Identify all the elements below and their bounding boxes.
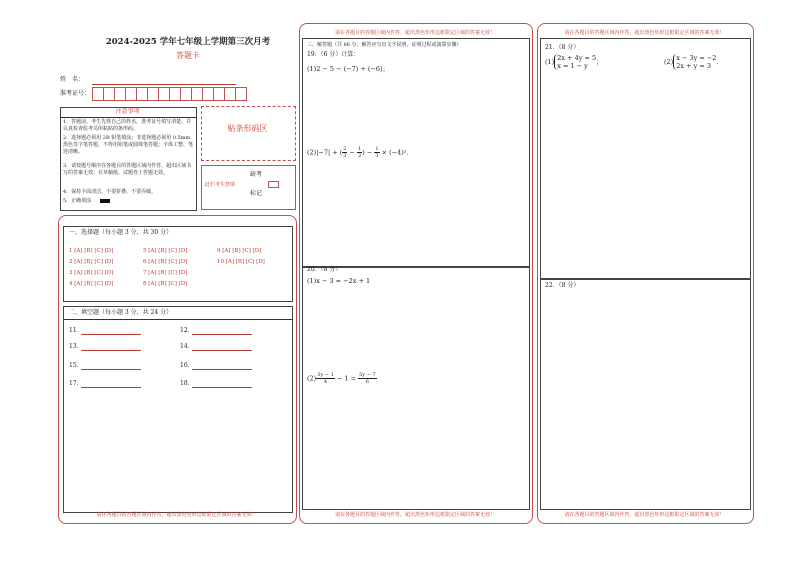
fill-answer-line-18[interactable] [192, 387, 252, 388]
fill-label-15: 15． [69, 362, 83, 369]
fill-section [63, 306, 293, 513]
filled-mark-sample [100, 199, 110, 203]
q20-f2-den: 6 [365, 379, 369, 385]
notice-item-3: 3．请按题号顺序在各题目的答题区域内作答，超出区域书写的答案无效；在草稿纸、试题卷上答题无效。 [63, 163, 192, 176]
q21-eq3: x − 3y = −2 [676, 54, 717, 62]
fill-label-11: 11． [69, 327, 83, 334]
choice-item-6[interactable]: 6 [A] [B] [C] [D] [143, 259, 188, 265]
q19-title: 19．（6 分）计算： [307, 51, 360, 58]
fill-label-17: 17． [69, 380, 83, 387]
q20-f1-num: 3y − 1 [317, 372, 334, 378]
q21-part1: (1) 2x + 4y = 5 x = 1 − y ； [545, 54, 603, 70]
solve-heading: 三、解答题（共 66 分，解答应写出文字说明，证明过程或演算步骤） [307, 42, 462, 48]
warning-top-3: 请在各题目的答题区域内作答，超出黑色矩形边框限定区域的答案无效！ [564, 30, 725, 36]
fill-heading: 二、填空题（每小题 3 分，共 24 分） [69, 309, 173, 316]
exam-title: 2024-2025 学年七年级上学期第三次月考 [105, 37, 271, 47]
fill-answer-line-15[interactable] [81, 369, 141, 370]
barcode-label: 贴条形码区 [227, 124, 268, 133]
choice-item-5[interactable]: 5 [A] [B] [C] [D] [143, 248, 188, 254]
fill-label-13: 13． [69, 343, 83, 350]
choice-item-3[interactable]: 3 [A] [B] [C] [D] [69, 270, 114, 276]
q20-mid: − 1 = [336, 374, 357, 383]
fill-label-12: 12． [180, 327, 194, 334]
absent-mark-label: 标记 [250, 190, 263, 197]
q21-eq4: 2x + y = 3 [676, 62, 711, 70]
choice-item-1[interactable]: 1 [A] [B] [C] [D] [69, 248, 114, 254]
q22-box [540, 278, 751, 510]
fill-label-14: 14． [180, 343, 194, 350]
q20-f1-den: 4 [323, 379, 328, 385]
id-number-boxes[interactable] [92, 87, 246, 106]
q20-title: 20．（8 分） [307, 266, 342, 273]
notice-title: 注意事项 [115, 108, 140, 115]
q19-part2: (2)|−7| + ( $\frac{2}{3}$ − $\frac{1}{2}$ ) − $\frac{1}{3}$ × (−4)². [307, 146, 409, 159]
warning-bottom-2: 请在各题目的答题区域内作答，超出黑色矩形边框限定区域的答案无效！ [334, 512, 495, 518]
fill-answer-line-14[interactable] [192, 350, 252, 351]
choice-item-9[interactable]: 9 [A] [B] [C] [D] [217, 248, 262, 254]
notice-item-1: 1．答题前，考生先将自己的姓名，准考证号填写清楚，并认真检查监考员所粘贴的条形码。 [63, 119, 192, 132]
q21-title: 21．（8 分） [545, 44, 580, 51]
q19-f2-den: 2 [358, 153, 362, 159]
q21-part2: (2) x − 3y = −2 2x + y = 3 . [664, 54, 719, 70]
choice-item-7[interactable]: 7 [A] [B] [C] [D] [143, 270, 188, 276]
fill-answer-line-13[interactable] [81, 350, 141, 351]
fill-answer-line-12[interactable] [192, 334, 252, 335]
q22-title: 22．（8 分） [545, 282, 580, 289]
q20-part1: (1)x − 3 = −2x + 1 [307, 277, 371, 285]
q20-part2: (2) $\frac{3y - 1}{4}$ − 1 = $\frac{5y - 7}{6}$ [307, 372, 376, 385]
q19-f3-num: 1 [375, 146, 379, 152]
id-label: 准考证号： [60, 90, 91, 97]
fill-label-16: 16． [180, 362, 194, 369]
absent-note: 此栏考生禁填 [205, 182, 236, 188]
q19-f3-den: 3 [375, 153, 379, 159]
q19-f1-num: 2 [343, 146, 347, 152]
fill-label-18: 18． [180, 380, 194, 387]
fill-answer-line-17[interactable] [81, 387, 141, 388]
fill-answer-line-16[interactable] [192, 369, 252, 370]
warning-bottom-3: 请在各题目的答题区域内作答，超出黑色矩形边框限定区域的答案无效！ [564, 512, 725, 518]
q19-f1-den: 3 [343, 153, 347, 159]
notice-item-4: 4．保持卡面清洁，不要折叠、不要弄破。 [63, 189, 157, 195]
q20-f2-num: 5y − 7 [359, 372, 376, 378]
notice-item-5: 5．正确填涂 [63, 198, 92, 204]
choice-item-2[interactable]: 2 [A] [B] [C] [D] [69, 259, 114, 265]
answer-card-subtitle: 答题卡 [176, 51, 200, 60]
name-label: 姓 名： [60, 76, 85, 83]
warning-top-2: 请在各题目的答题区域内作答，超出黑色矩形边框限定区域的答案无效！ [334, 30, 495, 36]
q19-f2-num: 1 [358, 146, 362, 152]
choice-item-8[interactable]: 8 [A] [B] [C] [D] [143, 281, 188, 287]
absent-label: 缺考 [250, 171, 263, 178]
q19-part2-prefix: (2)|−7| + ( [307, 148, 343, 157]
notice-item-2: 2．选择题必须用 2B 铅笔填涂；非选择题必须用 0.5mm 黑色签字笔答题，不得用铅笔或圆珠笔答题；字体工整、笔迹清晰。 [63, 135, 194, 155]
q21-eq1: 2x + 4y = 5 [557, 54, 597, 62]
choice-heading: 一、选择题（每小题 3 分，共 30 分） [69, 229, 173, 236]
fill-answer-line-11[interactable] [81, 334, 141, 335]
q19-part1: (1)2 − 5 − (−7) + (−6)； [307, 65, 390, 73]
warning-bottom-1: 请在各题目的答题区域内作答，超出黑色矩形边框限定区域的答案无效！ [96, 512, 257, 518]
q20-box [302, 266, 530, 510]
name-field[interactable] [92, 84, 236, 85]
q21-eq2: x = 1 − y [557, 62, 588, 70]
choice-item-4[interactable]: 4 [A] [B] [C] [D] [69, 281, 114, 287]
q21-box [540, 38, 751, 280]
absent-checkbox[interactable] [268, 181, 279, 188]
choice-item-10[interactable]: 10 [A] [B] [C] [D] [217, 259, 265, 265]
